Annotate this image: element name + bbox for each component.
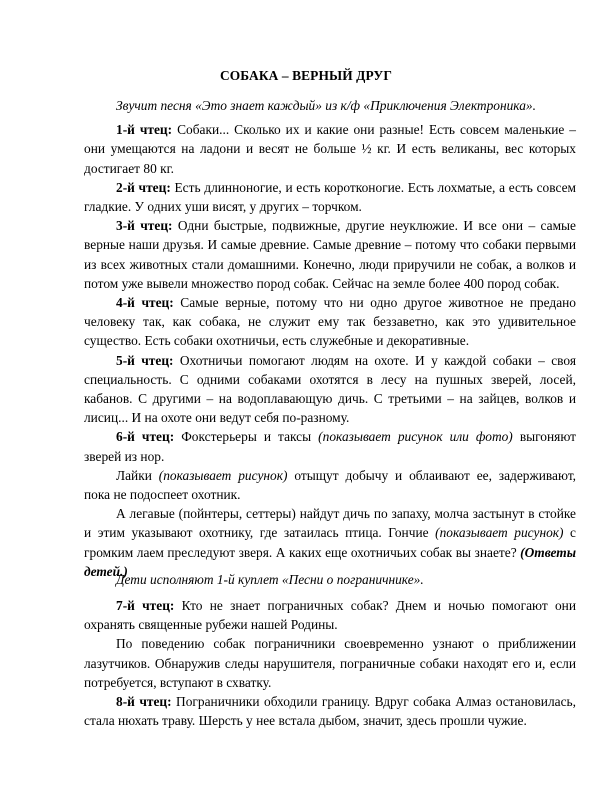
paragraph-text: Пограничники обходили границу. Вдруг собака Алмаз остановилась, стала нюхать траву. Шерсть у нее встала дыбом, значит, здесь прошли чужие. xyxy=(84,694,576,729)
paragraph-reader-5 xyxy=(84,351,576,428)
paragraph-text: Фокстерьеры и таксы xyxy=(174,429,319,445)
speaker-label: 1-й чтец: xyxy=(116,122,173,138)
paragraph-reader-3 xyxy=(84,216,576,293)
paragraph-text: Есть длинноногие, и есть коротконогие. Есть лохматые, а есть совсем гладкие. У одних уши висят, у других – торчком. xyxy=(84,179,576,215)
paragraph-reader-7 xyxy=(84,596,576,634)
paragraph-text: Самые верные, потому что ни одно другое животное не предано человеку так, как собака, не служит ему так беззаветно, как это удивительное существо. Есть собаки охотничьи, есть служебные и декоративные. xyxy=(84,295,576,349)
paragraph-text: Лайки xyxy=(116,467,159,483)
speaker-label: 3-й чтец: xyxy=(116,218,173,234)
paragraph-text: с громким лаем преследуют зверя. А каких еще охотничьих собак вы знаете? xyxy=(84,525,576,560)
paragraph-reader-1 xyxy=(84,120,576,178)
paragraph-text: По поведению собак пограничники своевременно узнают о приближении лазутчиков. Обнаружив следы нарушителя, пограничные собаки находят его и, если потребуется, вступают в схватку. xyxy=(84,636,576,690)
speaker-label: 7-й чтец: xyxy=(116,598,175,613)
paragraph-reader-2 xyxy=(84,178,576,216)
text-block-lower xyxy=(84,596,576,730)
speaker-label: 6-й чтец: xyxy=(116,429,175,445)
speaker-label: 2-й чтец: xyxy=(116,179,171,195)
document-title: СОБАКА – ВЕРНЫЙ ДРУГ xyxy=(220,68,392,83)
paragraph-laika xyxy=(84,466,576,504)
paragraph-reader-6 xyxy=(84,427,576,465)
paragraph-text: Собаки... Сколько их и какие они разные! Есть совсем маленькие – они умещаются на ладони и весят не больше ½ кг. И есть великаны, вес которых достигает 80 кг. xyxy=(84,122,576,176)
paragraph-text: А легавые (пойнтеры, сеттеры) найдут дичь по запаху, молча застынут в стойке и этим указывают охотнику, где затаилась птица. Гончие xyxy=(84,506,576,541)
paragraph-text: Охотничьи помогают людям на охоте. И у каждой собаки – своя специальность. С одними собаками охотятся в лесу на пушных зверей, лосей, кабанов. С другими – на водоплавающую дичь. С третьими – на зайцев, волков и лисиц... И на охоте они ведут себя по-разному. xyxy=(84,352,576,426)
speaker-label: 4-й чтец: xyxy=(116,295,174,311)
speaker-label: 5-й чтец: xyxy=(116,352,174,368)
speaker-label: 8-й чтец: xyxy=(116,694,172,710)
paragraph-text: Кто не знает пограничных собак? Днем и ночью помогают они охранять священные рубежи нашей Родины. xyxy=(84,598,577,633)
text-block-upper xyxy=(84,96,576,581)
stage-note: (показывает рисунок) xyxy=(435,525,564,541)
paragraph-reader-4 xyxy=(84,293,576,351)
paragraph-text: отыщут добычу и облаивают ее, задерживают, пока не подоспеет охотник. xyxy=(84,467,577,503)
stage-note: (показывает рисунок или фото) xyxy=(318,429,513,445)
intro-note: Звучит песня «Это знает каждый» из к/ф «Приключения Электроника». xyxy=(116,98,536,113)
stage-note-answers: (Ответы детей.) xyxy=(84,544,576,579)
text-block-song xyxy=(84,570,576,589)
paragraph-text: Одни быстрые, подвижные, другие неуклюжие. И все они – самые верные наши друзья. И самые древние. Самые древние – потому что собаки первыми из всех животных стали домашними. Конечно, люди приручили не собак, а волков и потом уже вывели множество пород собак. Сейчас на земле более 400 пород собак. xyxy=(84,218,576,291)
stage-note: (показывает рисунок) xyxy=(158,467,288,483)
paragraph-border-guards xyxy=(84,634,576,692)
paragraph-reader-8 xyxy=(84,692,576,730)
paragraph-text: выгоняют зверей из нор. xyxy=(84,429,576,464)
song-note: Дети исполняют 1-й куплет «Песни о пограничнике». xyxy=(116,572,424,587)
